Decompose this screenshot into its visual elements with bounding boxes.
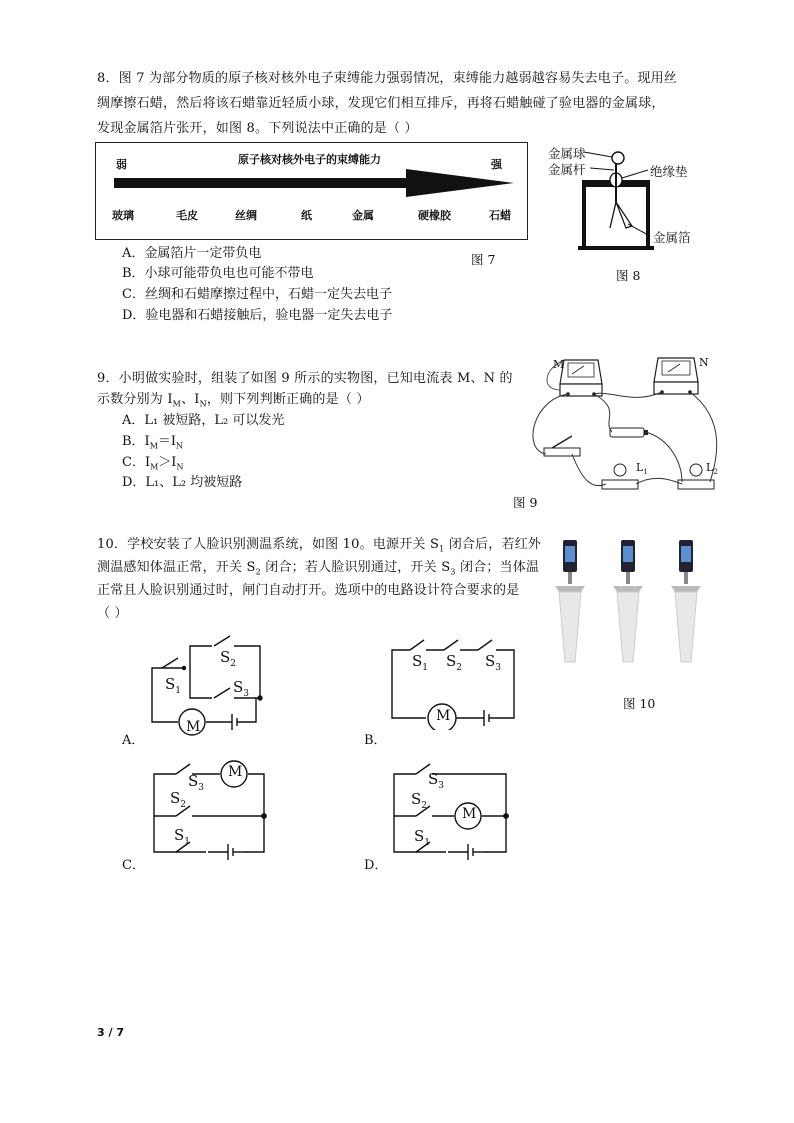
q8-stem-line3: 发现金属箔片张开，如图 8。下列说法中正确的是（ ）	[97, 121, 418, 136]
lamp-l1-icon	[602, 464, 638, 489]
fig8-caption: 图 8	[616, 268, 641, 283]
fig9-meter-m-label: M	[553, 358, 565, 371]
q8-option-b: B．小球可能带负电也可能不带电	[122, 266, 314, 281]
fig7-strong-label: 强	[491, 158, 502, 171]
q10-option-d: D．	[364, 858, 388, 873]
circuit-a-motor-label: M	[186, 719, 201, 735]
q8-option-a: A．金属箔片一定带负电	[122, 246, 262, 261]
fig7-material: 玻璃	[112, 209, 134, 222]
fig7-box	[95, 142, 528, 240]
circuit-a-s1-label: $S_1$	[165, 675, 182, 696]
q8-stem-line1: 8．图 7 为部分物质的原子核对核外电子束缚能力强弱情况，束缚能力越弱越容易失去电子。现用丝	[97, 71, 678, 86]
ammeter-m-icon	[560, 360, 602, 396]
fig9-l1-label: $L_1$	[636, 461, 648, 477]
q10-option-b: B．	[364, 733, 387, 748]
fig7-material: 纸	[301, 209, 312, 222]
fig7-arrow	[114, 169, 514, 197]
circuit-d-motor-label: M	[462, 806, 477, 822]
fig9-caption: 图 9	[513, 495, 538, 510]
fig8-label-rod: 金属杆	[548, 162, 586, 177]
q8-option-c: C．丝绸和石蜡摩擦过程中，石蜡一定失去电子	[122, 287, 392, 302]
page-number: 3 / 7	[97, 1026, 124, 1039]
q9-option-d: D．L₁、L₂ 均被短路	[122, 475, 243, 490]
circuit-c-s1-label: $S_1$	[174, 826, 191, 847]
q8-stem-line2: 绸摩擦石蜡，然后将该石蜡靠近轻质小球，发现它们相互排斥，再将石蜡触碰了验电器的金属球，	[97, 96, 665, 111]
fig8-label-insulator: 绝缘垫	[650, 164, 688, 179]
q9-option-a: A．L₁ 被短路，L₂ 可以发光	[122, 413, 285, 428]
fig7-material: 金属	[352, 209, 374, 222]
circuit-d-s1-label: $S_1$	[414, 827, 431, 848]
q9-stem-line2: 示数分别为 $I_M$、$I_N$，则下列判断正确的是（ ）	[97, 392, 370, 409]
fig7-caption: 图 7	[471, 252, 496, 267]
circuit-d-s3-label: $S_3$	[428, 770, 445, 791]
fig7-material: 丝绸	[235, 209, 257, 222]
q10-stem-line4: （ ）	[97, 606, 128, 621]
circuit-d	[386, 762, 526, 862]
fig7-material: 毛皮	[176, 209, 198, 222]
q10-stem-line3: 正常且人脸识别通过时，闸门自动打开。选项中的电路设计符合要求的是	[97, 583, 520, 598]
q10-stem-line2: 测温感知体温正常，开关 $S_2$ 闭合；若人脸识别通过，开关 $S_3$ 闭合；当体温	[97, 560, 540, 577]
circuit-c-motor-label: M	[228, 764, 243, 780]
fig9-circuit	[512, 350, 732, 500]
fig7-material: 石蜡	[489, 209, 511, 222]
circuit-c-s3-label: $S_3$	[188, 772, 205, 793]
circuit-a-s3-label: $S_3$	[233, 678, 250, 699]
circuit-b-s1-label: $S_1$	[412, 652, 429, 673]
circuit-c	[146, 760, 276, 860]
circuit-b-motor-label: M	[436, 708, 451, 724]
q9-option-b: B．$I_M=I_N$	[122, 434, 184, 451]
fig7-title: 原子核对核外电子的束缚能力	[238, 153, 381, 166]
circuit-a	[140, 632, 280, 744]
fig10-caption: 图 10	[623, 696, 656, 711]
switch-icon	[544, 436, 580, 456]
circuit-b	[386, 630, 526, 730]
fig9-l2-label: $L_2$	[706, 461, 718, 477]
fig8-label-ball: 金属球	[548, 146, 586, 161]
fig10-terminals	[555, 536, 725, 666]
q9-option-c: C．$I_M>I_N$	[122, 455, 184, 472]
fig9-meter-n-label: N	[699, 356, 709, 369]
circuit-a-s2-label: $S_2$	[220, 648, 237, 669]
circuit-b-s2-label: $S_2$	[446, 652, 463, 673]
q9-stem-line1: 9．小明做实验时，组装了如图 9 所示的实物图，已知电流表 M、N 的	[97, 371, 513, 386]
circuit-c-s2-label: $S_2$	[170, 789, 187, 810]
fig7-material: 硬橡胶	[418, 209, 451, 222]
q8-option-d: D．验电器和石蜡接触后，验电器一定失去电子	[122, 308, 393, 323]
battery-icon	[610, 428, 648, 437]
circuit-b-s3-label: $S_3$	[485, 652, 502, 673]
ammeter-n-icon	[654, 358, 698, 394]
fig7-weak-label: 弱	[116, 158, 127, 171]
q10-stem-line1: 10．学校安装了人脸识别测温系统，如图 10。电源开关 $S_1$ 闭合后，若红外	[97, 537, 542, 554]
q10-option-c: C．	[122, 858, 145, 873]
fig8-label-foil: 金属箔	[653, 230, 691, 245]
circuit-d-s2-label: $S_2$	[411, 790, 428, 811]
q10-option-a: A．	[122, 733, 145, 748]
